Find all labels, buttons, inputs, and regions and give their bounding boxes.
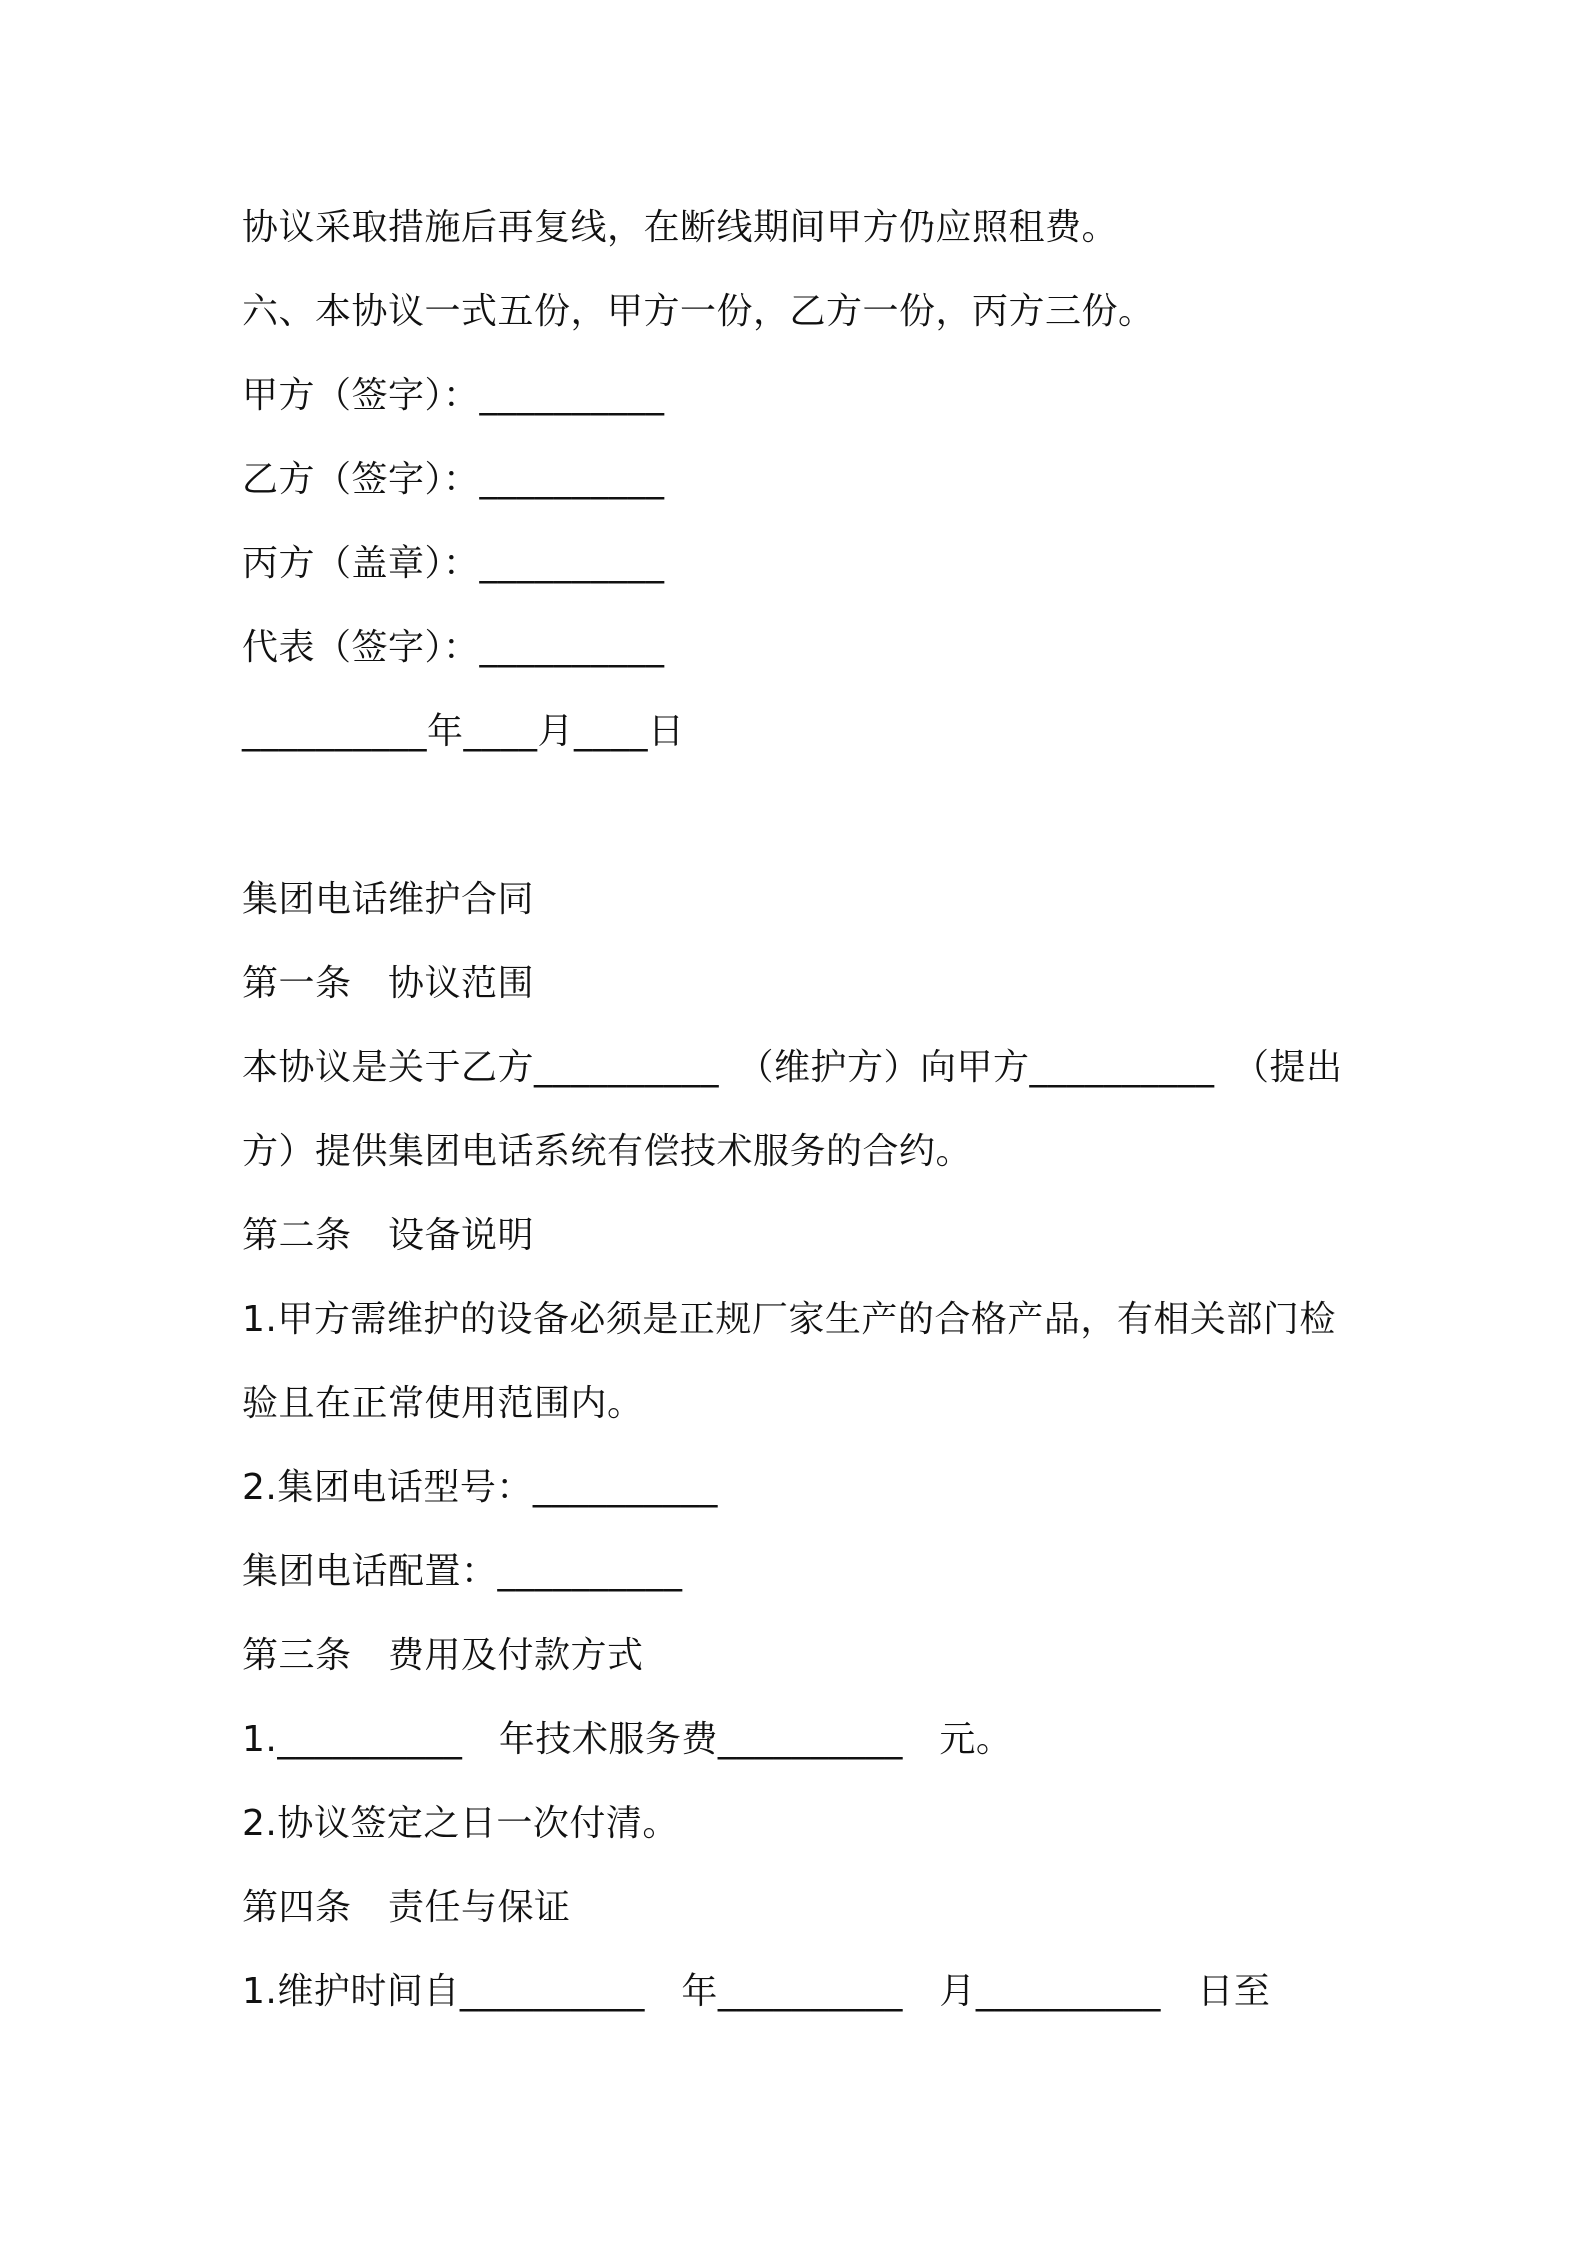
text-line-clause-six: 六、本协议一式五份，甲方一份，乙方一份，丙方三份。	[242, 291, 1155, 332]
article-three-item-1: 1.__________ 年技术服务费__________ 元。	[242, 1719, 1013, 1760]
article-four-heading: 第四条 责任与保证	[242, 1887, 571, 1928]
text-line-continuation: 协议采取措施后再复线，在断线期间甲方仍应照租费。	[242, 207, 1119, 248]
article-one-text-2: 方）提供集团电话系统有偿技术服务的合约。	[242, 1131, 973, 1172]
contract-title: 集团电话维护合同	[242, 879, 535, 920]
article-four-item-1: 1.维护时间自__________ 年__________ 月__________ 日至	[242, 1971, 1271, 2012]
article-two-item-1a: 1.甲方需维护的设备必须是正规厂家生产的合格产品，有相关部门检	[242, 1299, 1336, 1340]
article-two-config: 集团电话配置：__________	[242, 1551, 683, 1592]
signature-party-b: 乙方（签字）：__________	[242, 459, 665, 500]
article-three-heading: 第三条 费用及付款方式	[242, 1635, 644, 1676]
signature-representative: 代表（签字）：__________	[242, 627, 665, 668]
seal-party-c: 丙方（盖章）：__________	[242, 543, 665, 584]
article-two-item-1b: 验且在正常使用范围内。	[242, 1383, 644, 1424]
article-one-text-1: 本协议是关于乙方__________ （维护方）向甲方__________ （提出	[242, 1047, 1343, 1088]
signature-party-a: 甲方（签字）：__________	[242, 375, 665, 416]
article-two-heading: 第二条 设备说明	[242, 1215, 535, 1256]
article-two-item-2: 2.集团电话型号：__________	[242, 1467, 718, 1508]
article-three-item-2: 2.协议签定之日一次付清。	[242, 1803, 679, 1844]
date-line: __________年____月____日	[242, 711, 685, 752]
article-one-heading: 第一条 协议范围	[242, 963, 535, 1004]
